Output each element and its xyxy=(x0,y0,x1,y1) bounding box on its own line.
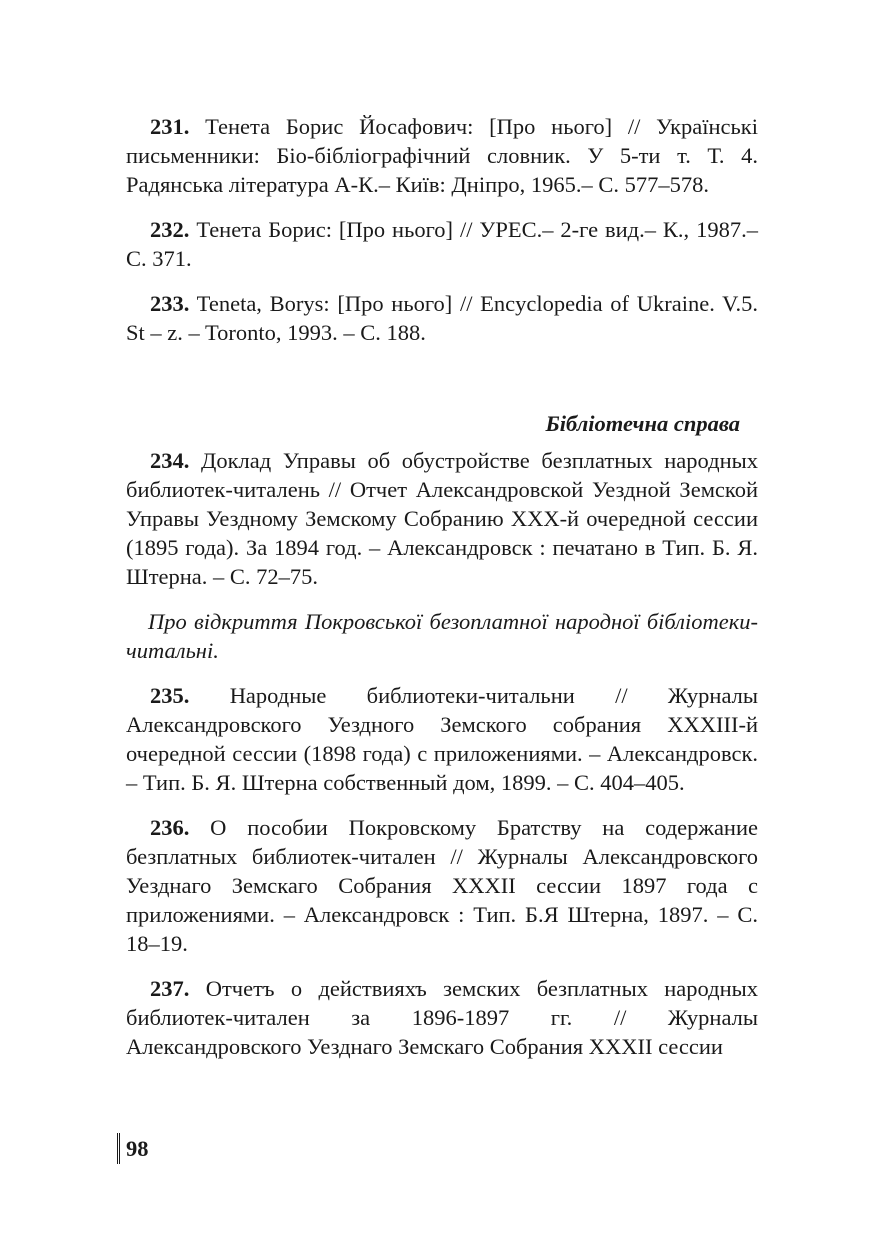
entry-number: 232. xyxy=(150,217,190,242)
section-heading: Бібліотечна справа xyxy=(545,411,740,436)
page-number: 98 xyxy=(117,1133,149,1164)
page-body xyxy=(126,112,758,1077)
entry-235 xyxy=(126,681,758,797)
entry-231 xyxy=(126,112,758,199)
entry-number: 231. xyxy=(150,114,190,139)
entry-text: Доклад Управы об обустройстве безплатных народных библиотек-читалень // Отчет Александровской Уездной Земской Управы Уездному Земскому Собранию XXX-й очередной сессии (1895 года). За 1894 год. – Александровск : печатано в Тип. Б. Я. Штерна. – С. 72–75. xyxy=(126,448,759,589)
entry-number: 235. xyxy=(150,683,190,708)
entry-text: Тенета Борис Йосафович: [Про нього] // Українські письменники: Біо-бібліографічний словник. У 5-ти т. Т. 4. Радянська література А-К.– Київ: Дніпро, 1965.– С. 577–578. xyxy=(126,114,758,197)
entry-text: Отчетъ о действияхъ земских безплатных народных библиотек-читален за 1896-1897 гг. // Журналы Александровского Уезднаго Земскаго Собрания XXXII сессии xyxy=(126,976,759,1059)
entry-232 xyxy=(126,215,758,273)
entry-233 xyxy=(126,289,758,347)
entry-237 xyxy=(126,974,758,1061)
entry-236 xyxy=(126,813,758,958)
entry-234-annotation: Про відкриття Покровської безоплатної народної бібліотеки-читальні. xyxy=(126,609,758,663)
entry-234 xyxy=(126,446,758,591)
entry-text: Народные библиотеки-читальни // Журналы Александровского Уездного Земского собрания XXXIII-й очередной сессии (1898 года) с приложениями. – Александровск. – Тип. Б. Я. Штерна собственный дом, 1899. – С. 404–405. xyxy=(126,683,759,795)
entry-number: 233. xyxy=(150,291,190,316)
entry-text: О пособии Покровскому Братству на содержание безплатных библиотек-читален // Журналы Александровского Уезднаго Земскаго Собрания XXXII сессии 1897 года с приложениями. – Александровск : Тип. Б.Я Штерна, 1897. – С. 18–19. xyxy=(126,815,758,956)
entry-number: 234. xyxy=(150,448,190,473)
entry-text: Teneta, Borys: [Про нього] // Encyclopedia of Ukraine. V.5. St – z. – Toronto, 1993. – С. 188. xyxy=(126,291,758,345)
entry-number: 236. xyxy=(150,815,190,840)
entry-number: 237. xyxy=(150,976,190,1001)
entry-text: Тенета Борис: [Про нього] // УРЕС.– 2-ге вид.– К., 1987.– С. 371. xyxy=(126,217,758,271)
